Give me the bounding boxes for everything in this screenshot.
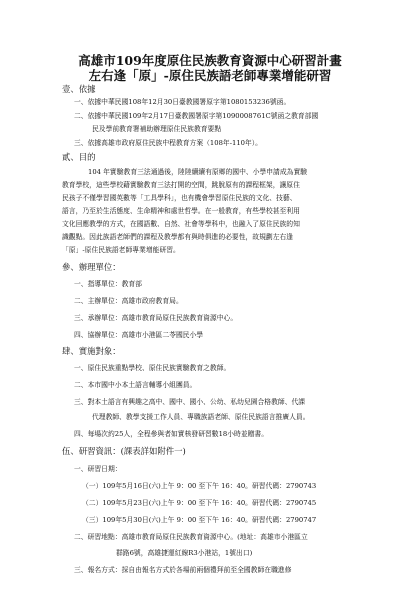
basis-item-3: 三、依據高雄市政府原住民族中程教育方案（108年-110年）。 <box>74 139 262 147</box>
purpose-line-5: 文化回應教學的方式，在國語數、自然、社會等學科中，也融入了原住民族的知 <box>62 220 300 228</box>
info-date-3: （三）109年5月30日(六)上午 9：00 至下午 16：40。研習代碼：2790747 <box>82 516 317 524</box>
organizer-item-3: 三、承辦單位：高雄市教育局原住民族教育資源中心。 <box>74 314 238 322</box>
document-title-line1: 高雄市109年度原住民族教育資源中心研習計畫 <box>78 53 342 68</box>
section-heading-organizers: 參、辦理單位： <box>62 262 121 272</box>
purpose-line-2: 教育學校，這些學校藉實驗教育三法打開的空間，跳脫原有的課程框架，讓原住 <box>62 181 300 189</box>
participant-item-2: 二、本市國中小本土語言輔導小組團員。 <box>74 381 197 389</box>
section-heading-participants: 肆、實施對象： <box>62 346 121 356</box>
info-date-label: 一、研習日期： <box>74 465 122 473</box>
participant-item-4: 四、每場次約25人，全程參與者如實核發研習數18小時並贈書。 <box>74 430 269 438</box>
section-heading-info: 伍、研習資訊：(課表詳如附件一) <box>62 446 186 456</box>
basis-item-1: 一、依據中華民國108年12月30日臺教國署原字第1080153236號函。 <box>74 98 291 106</box>
document-title-line2: 左右逢「原」-原住民族語老師專業增能研習 <box>88 68 332 83</box>
organizer-item-1: 一、指導單位：教育部 <box>74 280 142 288</box>
participant-item-3: 三、對本土語言有興趣之高中、國中、國小、公幼、私幼兒園合格教師、代課 <box>74 398 306 406</box>
organizer-item-4: 四、協辦單位：高雄市小港區二苓國民小學 <box>74 331 204 339</box>
purpose-line-7: 「原」-原住民族語老師專業增能研習。 <box>62 246 180 254</box>
info-signup: 三、報名方式：採自由報名方式於各場前兩個禮拜前至全國教師在職進修 <box>74 566 292 574</box>
purpose-line-6: 識觀點。因此族語老師們的課程及教學都有與時俱進的必要性，故規劃左右逢 <box>62 233 294 241</box>
participant-item-1: 一、原住民族重點學校、原住民族實驗教育之教師。 <box>74 364 231 372</box>
section-heading-purpose: 貳、目的 <box>62 152 96 162</box>
purpose-line-3: 民孩子不僅學習國英數等「工具學科」，也有機會學習原住民族的文化、技藝、 <box>62 194 297 202</box>
info-location: 二、研習地點：高雄市教育局原住民族教育資源中心。(地址：高雄市小港區立 <box>74 533 308 541</box>
basis-item-2-cont: 民及學前教育署補助辦理原住民族教育要點 <box>92 125 222 133</box>
info-location-cont: 群路6號，高雄捷運紅線R3小港站，1號出口) <box>116 549 253 557</box>
info-date-2: （二）109年5月23日(六)上午 9：00 至下午 16：40。研習代碼：2790745 <box>82 499 317 507</box>
basis-item-2: 二、依據中華民國109年2月17日臺教國署原字第1090008761C號函之教育部國 <box>74 112 319 120</box>
participant-item-3-cont: 代理教師、教學支援工作人員、專職族語老師、原住民族語言推廣人員。 <box>92 413 310 421</box>
organizer-item-2: 二、主辦單位：高雄市政府教育局。 <box>74 297 183 305</box>
purpose-line-4: 語言，乃至於生活態度、生命精神和處世哲學。在一般教育，有些學校甚至利用 <box>62 207 300 215</box>
section-heading-basis: 壹、依據 <box>62 84 96 94</box>
info-date-1: （一）109年5月16日(六)上午 9：00 至下午 16：40。研習代碼：2790743 <box>82 482 317 490</box>
purpose-line-1: 104 年實驗教育三法通過後，陸陸續續有原鄉的國中、小學申請成為實驗 <box>88 168 308 176</box>
